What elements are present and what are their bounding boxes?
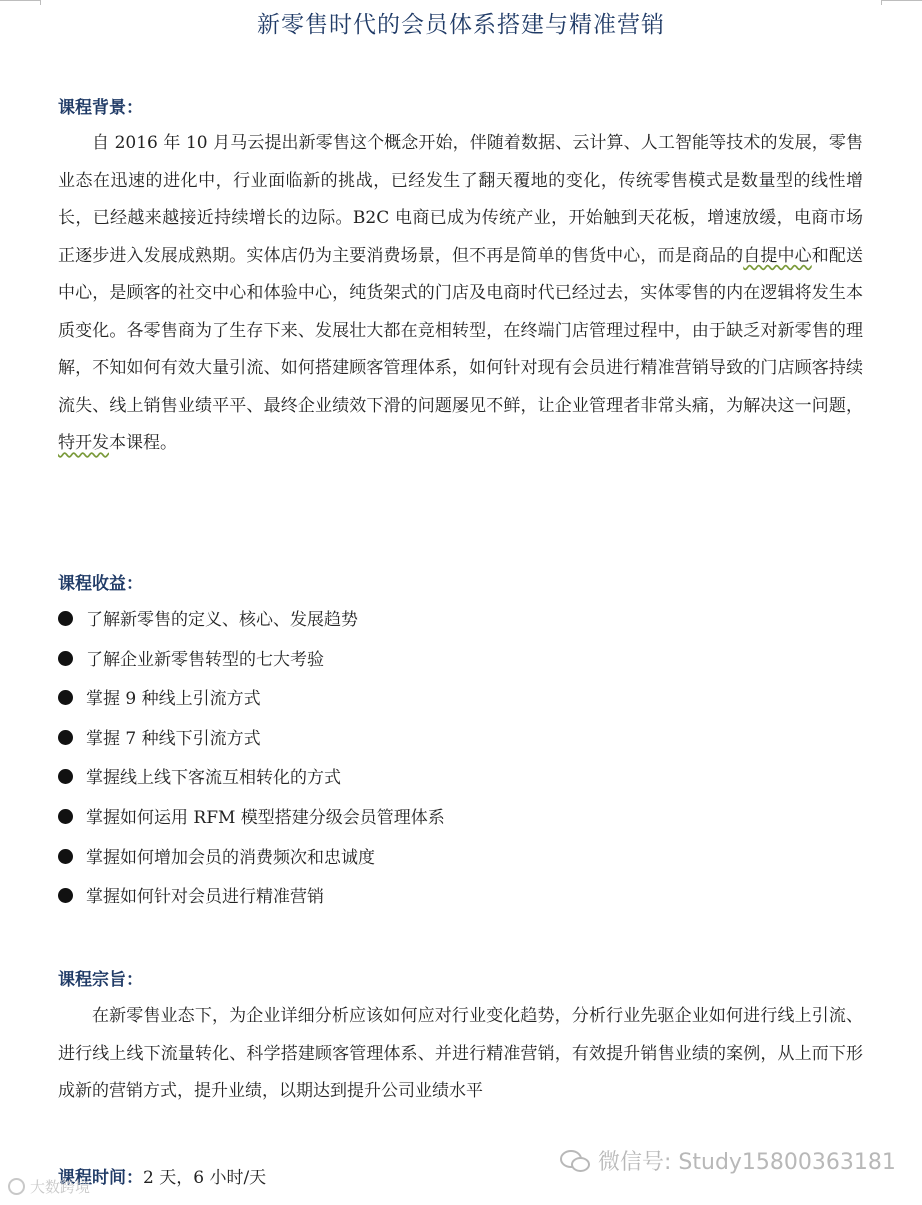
source-logo [8,1176,90,1197]
bullet-icon [58,651,73,666]
background-text-part-2: 和配送中心，是顾客的社交中心和体验中心，纯货架式的门店及电商时代已经过去，实体零售的内在逻辑将发生本质变化。各零售商为了生存下来、发展壮大都在竞相转型，在终端门店管理过程中，由于缺乏对新零售的理解，不知如何有效大量引流、如何搭建顾客管理体系，如何针对现有会员进行精准营销导致的门店顾客持续流失、线上销售业绩平平、最终企业绩效下滑的问题屡见不鲜，让企业管理者非常头痛，为解决这一问题， [58,245,864,416]
benefit-item [58,724,445,764]
wechat-icon [560,1150,590,1172]
bullet-icon [58,849,73,864]
benefits-heading: 课程收益： [58,574,143,594]
benefits-list [58,605,445,922]
background-marked-text-2: 特开发 [58,433,109,453]
benefit-item [58,843,445,883]
background-text-part-3: 本课程。 [109,433,177,453]
benefit-item [58,803,445,843]
bullet-icon [58,769,73,784]
benefit-text: 掌握 7 种线下引流方式 [86,728,261,749]
benefit-text: 掌握线上线下客流互相转化的方式 [86,768,341,789]
source-logo-text: 大数跨境 [30,1178,91,1196]
wechat-watermark-text: 微信号: Study15800363181 [598,1150,896,1175]
document-title: 新零售时代的会员体系搭建与精准营销 [257,12,665,38]
benefit-item [58,605,445,645]
page-corner-mark-left [0,0,41,5]
benefit-text: 掌握如何运用 RFM 模型搭建分级会员管理体系 [86,807,445,828]
course-time-value: 2 天，6 小时/天 [143,1168,267,1188]
benefit-text: 了解企业新零售转型的七大考验 [86,649,324,670]
bullet-icon [58,690,73,705]
benefit-item [58,684,445,724]
bullet-icon [58,730,73,745]
circle-logo-icon [8,1178,25,1195]
background-marked-text-1: 自提中心 [743,245,812,266]
purpose-paragraph: 在新零售业态下，为企业详细分析应该如何应对行业变化趋势，分析行业先驱企业如何进行线上引流、进行线上线下流量转化、科学搭建顾客管理体系、并进行精准营销，有效提升销售业绩的案例，从上而下形成新的营销方式，提升业绩，以期达到提升公司业绩水平 [58,1006,863,1101]
background-paragraph [58,125,863,463]
bullet-icon [58,888,73,903]
background-heading: 课程背景： [58,98,143,118]
bullet-icon [58,611,73,626]
wechat-watermark [560,1145,896,1176]
benefit-text: 了解新零售的定义、核心、发展趋势 [86,610,358,630]
benefit-text: 掌握如何增加会员的消费频次和忠诚度 [86,847,375,868]
page-corner-mark-right [881,0,922,5]
purpose-heading: 课程宗旨： [58,970,143,990]
benefit-item [58,645,445,685]
benefit-item [58,882,445,922]
benefit-text: 掌握 9 种线上引流方式 [86,689,261,710]
course-time-label: 课程时间： [58,1168,143,1188]
benefit-item [58,763,445,803]
bullet-icon [58,809,73,824]
background-text-part-1: 自 2016 年 10 月马云提出新零售这个概念开始，伴随着数据、云计算、人工智能等技术的发展，零售业态在迅速的进化中，行业面临新的挑战，已经发生了翻天覆地的变化，传统零售模式是数量型的线性增长，已经越来越接近持续增长的边际。B2C 电商已成为传统产业，开始触到天花板，增速放缓，电商市场正逐步进入发展成熟期。实体店仍为主要消费场景，但不再是简单的售货中心，而是商品的 [58,133,863,266]
benefit-text: 掌握如何针对会员进行精准营销 [86,887,324,908]
